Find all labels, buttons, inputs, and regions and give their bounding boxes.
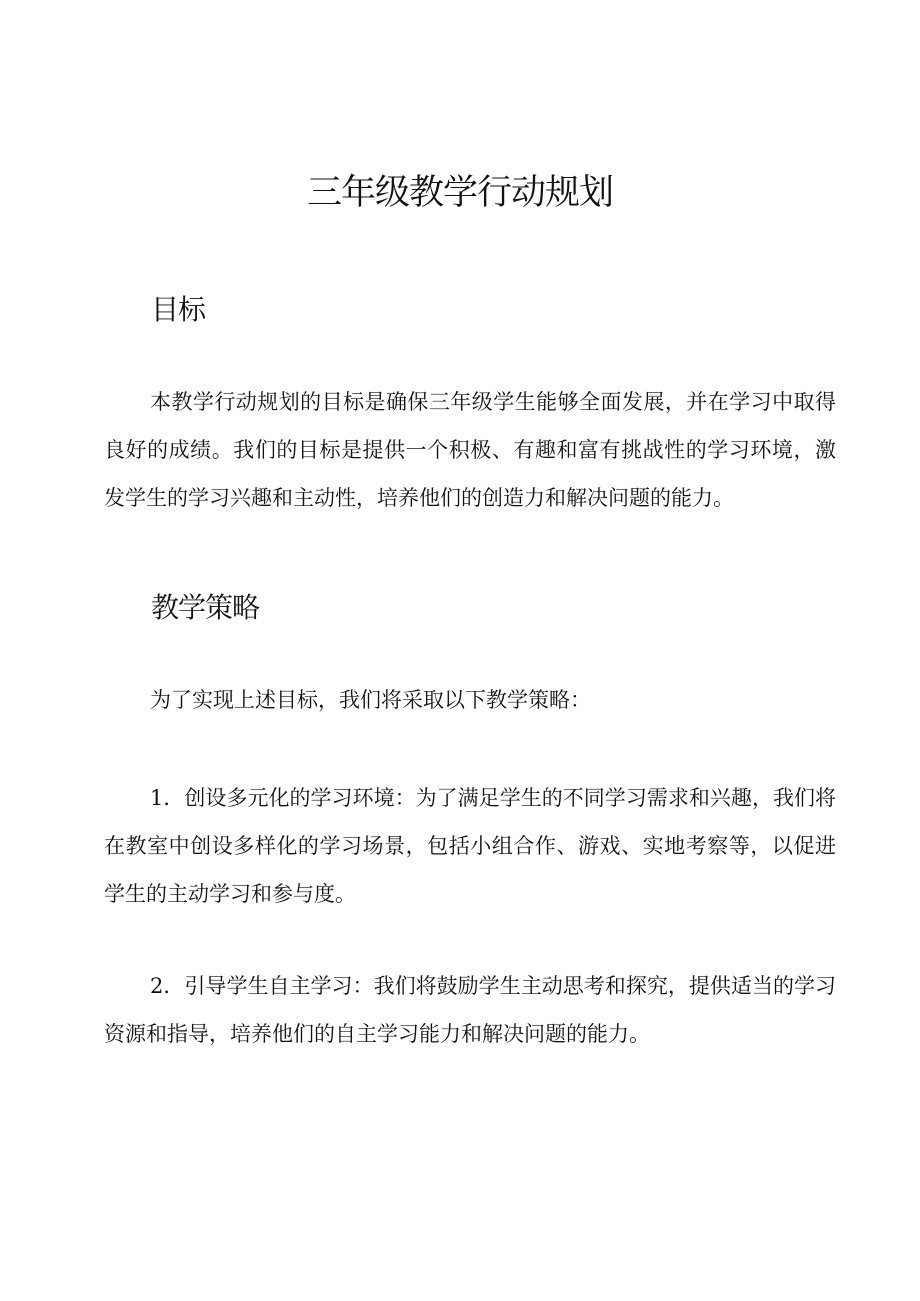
goal-paragraph: 本教学行动规划的目标是确保三年级学生能够全面发展，并在学习中取得良好的成绩。我们的目标是提供一个积极、有趣和富有挑战性的学习环境，激发学生的学习兴趣和主动性，培养他们的创造力和解决问题的能力。 <box>104 390 836 510</box>
strategy-item-1: 1．创设多元化的学习环境：为了满足学生的不同学习需求和兴趣，我们将在教室中创设多样化的学习场景，包括小组合作、游戏、实地考察等，以促进学生的主动学习和参与度。 <box>104 786 836 906</box>
section-heading-goal: 目标 <box>151 293 206 326</box>
section-heading-strategy: 教学策略 <box>151 591 260 624</box>
document-title: 三年级教学行动规划 <box>306 173 613 213</box>
strategy-intro-paragraph: 为了实现上述目标，我们将采取以下教学策略： <box>150 688 591 712</box>
strategy-item-2: 2．引导学生自主学习：我们将鼓励学生主动思考和探究，提供适当的学习资源和指导，培养他们的自主学习能力和解决问题的能力。 <box>104 974 836 1046</box>
